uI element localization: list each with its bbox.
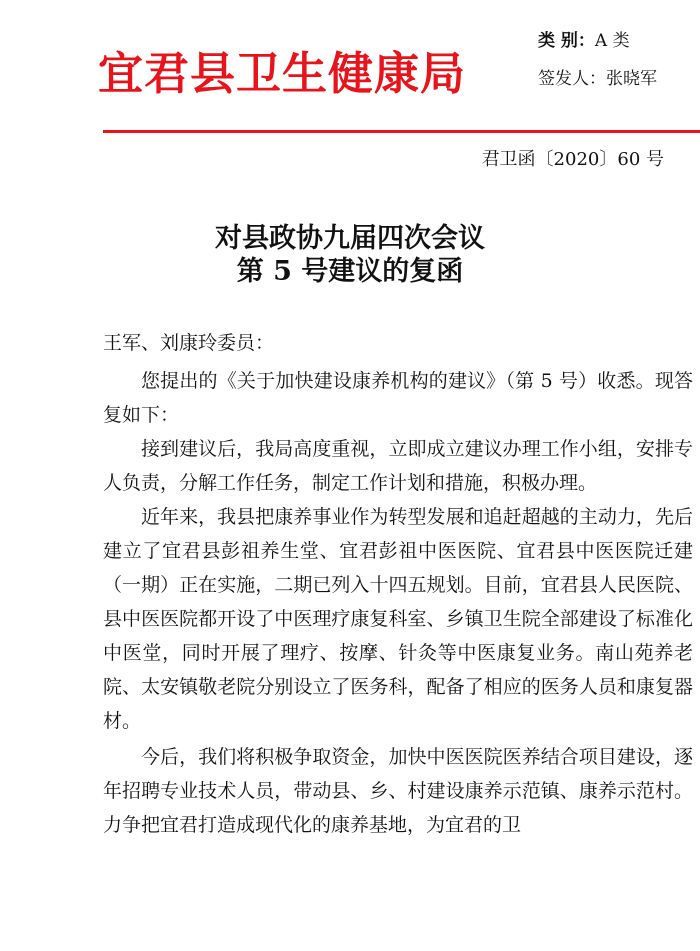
- category-value: A 类: [594, 31, 630, 51]
- document-title-line-2: 第 5 号建议的复函: [236, 256, 464, 287]
- body-paragraph: 接到建议后，我局高度重视，立即成立建议办理工作小组，安排专人负责，分解工作任务，制定工作计划和措施，积极办理。: [103, 438, 693, 494]
- category-label: 类 别：: [538, 31, 595, 51]
- salutation: 王军、刘康玲委员：: [103, 332, 275, 354]
- body-paragraph: 您提出的《关于加快建设康养机构的建议》（第 5 号）收悉。现答复如下：: [103, 370, 693, 426]
- signer-label: 签发人：: [538, 69, 606, 89]
- body-paragraph: 今后，我们将积极争取资金，加快中医医院医养结合项目建设，逐年招聘专业技术人员，带动县、乡、村建设康养示范镇、康养示范村。力争把宜君打造成现代化的康养基地，为宜君的卫: [103, 746, 693, 836]
- agency-name: 宜君县卫生健康局: [98, 47, 467, 100]
- document-number: 君卫函〔2020〕60 号: [481, 149, 664, 170]
- signer-field: [538, 68, 657, 90]
- document-title-line-1: 对县政协九届四次会议: [215, 223, 485, 254]
- header-divider: [103, 130, 700, 133]
- letter-body: [103, 326, 693, 842]
- category-field: [538, 30, 630, 52]
- signer-value: 张晓军: [606, 69, 657, 89]
- body-paragraph: 近年来，我县把康养事业作为转型发展和追赶超越的主动力，先后建立了宜君县彭祖养生堂、宜君彭祖中医医院、宜君县中医医院迁建（一期）正在实施，二期已列入十四五规划。目前，宜君县人民医院、县中医医院都开设了中医理疗康复科室、乡镇卫生院全部建设了标准化中医堂，同时开展了理疗、按摩、针灸等中医康复业务。南山苑养老院、太安镇敬老院分别设立了医务科，配备了相应的医务人员和康复器材。: [103, 506, 693, 732]
